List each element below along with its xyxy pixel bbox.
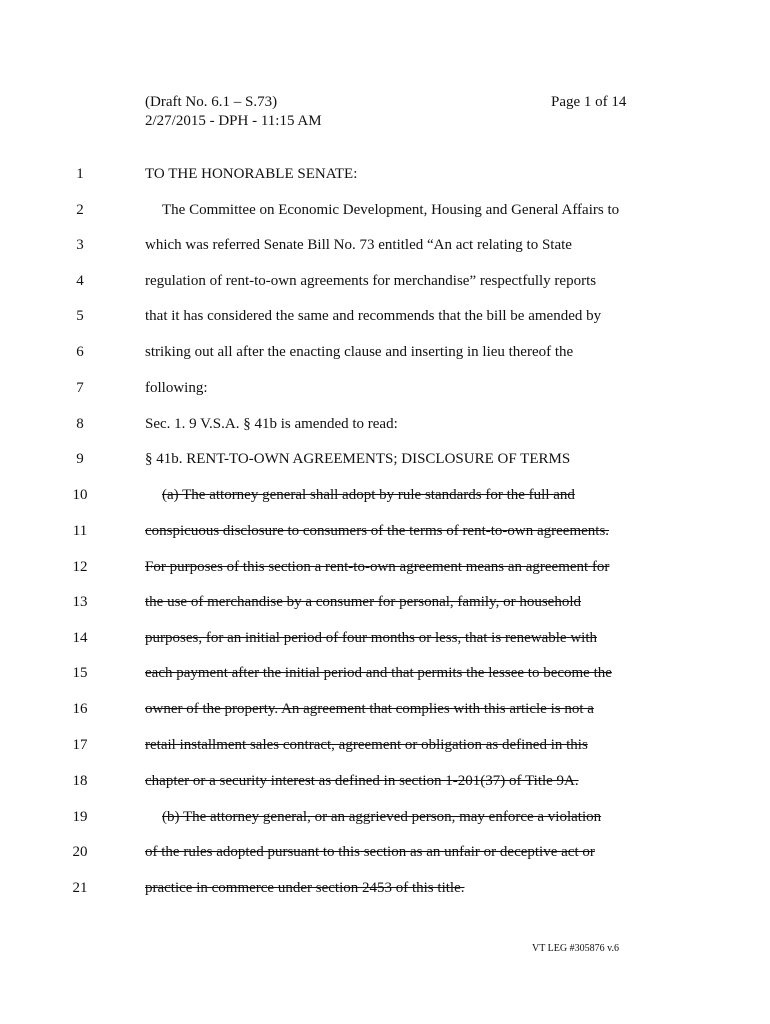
document-footer-id: VT LEG #305876 v.6 (532, 943, 619, 954)
line-text-struck: purposes, for an initial period of four months or less, that is renewable with (145, 630, 597, 646)
line-text: The Committee on Economic Development, Housing and General Affairs to (162, 202, 620, 218)
line-number: 5 (76, 308, 84, 324)
line-text: TO THE HONORABLE SENATE: (145, 166, 358, 182)
line-number: 10 (72, 487, 88, 503)
line-number: 2 (76, 202, 84, 218)
line-number: 18 (72, 773, 88, 789)
document-line (0, 770, 770, 792)
line-text-struck: For purposes of this section a rent-to-own agreement means an agreement for (145, 559, 610, 575)
document-line (0, 377, 770, 399)
document-line (0, 270, 770, 292)
line-text-struck: owner of the property. An agreement that complies with this article is not a (145, 701, 594, 717)
line-number: 1 (76, 166, 84, 182)
document-line (0, 841, 770, 863)
line-text: regulation of rent-to-own agreements for merchandise” respectfully reports (145, 273, 597, 289)
line-text-struck: retail installment sales contract, agreement or obligation as defined in this (145, 737, 588, 753)
line-number: 13 (72, 594, 88, 610)
line-text-struck: the use of merchandise by a consumer for personal, family, or household (145, 594, 581, 610)
line-text-struck: (a) The attorney general shall adopt by rule standards for the full and (162, 487, 575, 503)
line-text: striking out all after the enacting clause and inserting in lieu thereof the (145, 344, 574, 360)
line-number: 9 (76, 451, 84, 467)
line-text: Sec. 1. 9 V.S.A. § 41b is amended to read: (145, 416, 398, 432)
line-number: 17 (72, 737, 88, 753)
line-number: 7 (76, 380, 84, 396)
document-line (0, 806, 770, 828)
section-heading: § 41b. RENT-TO-OWN AGREEMENTS; DISCLOSURE OF TERMS (145, 451, 571, 467)
line-text: that it has considered the same and recommends that the bill be amended by (145, 308, 602, 324)
line-number: 21 (72, 880, 88, 896)
document-line (0, 877, 770, 899)
line-number: 15 (72, 665, 88, 681)
document-line (0, 163, 770, 185)
draft-number: (Draft No. 6.1 – S.73) (145, 94, 278, 110)
line-number: 12 (72, 559, 88, 575)
line-text-struck: each payment after the initial period and that permits the lessee to become the (145, 665, 612, 681)
line-number: 11 (72, 523, 88, 539)
line-text-struck: chapter or a security interest as defined in section 1-201(37) of Title 9A. (145, 773, 579, 789)
line-number: 19 (72, 809, 88, 825)
document-line (0, 662, 770, 684)
line-number: 8 (76, 416, 84, 432)
line-text-struck: practice in commerce under section 2453 of this title. (145, 880, 465, 896)
document-line (0, 448, 770, 470)
line-number: 4 (76, 273, 84, 289)
document-line (0, 520, 770, 542)
document-line (0, 698, 770, 720)
document-line (0, 413, 770, 435)
document-line (0, 234, 770, 256)
draft-timestamp: 2/27/2015 - DPH - 11:15 AM (145, 113, 322, 129)
line-number: 16 (72, 701, 88, 717)
document-line (0, 484, 770, 506)
line-number: 6 (76, 344, 84, 360)
document-line (0, 591, 770, 613)
line-number: 3 (76, 237, 84, 253)
document-line (0, 199, 770, 221)
document-line (0, 556, 770, 578)
line-number: 20 (72, 844, 88, 860)
line-text: which was referred Senate Bill No. 73 entitled “An act relating to State (145, 237, 572, 253)
document-line (0, 305, 770, 327)
line-number: 14 (72, 630, 88, 646)
document-line (0, 341, 770, 363)
line-text-struck: of the rules adopted pursuant to this section as an unfair or deceptive act or (145, 844, 595, 860)
document-line (0, 627, 770, 649)
line-text-struck: (b) The attorney general, or an aggrieved person, may enforce a violation (162, 809, 602, 825)
page-number: Page 1 of 14 (551, 94, 627, 110)
document-line (0, 734, 770, 756)
line-text-struck: conspicuous disclosure to consumers of the terms of rent-to-own agreements. (145, 523, 610, 539)
line-text: following: (145, 380, 208, 396)
